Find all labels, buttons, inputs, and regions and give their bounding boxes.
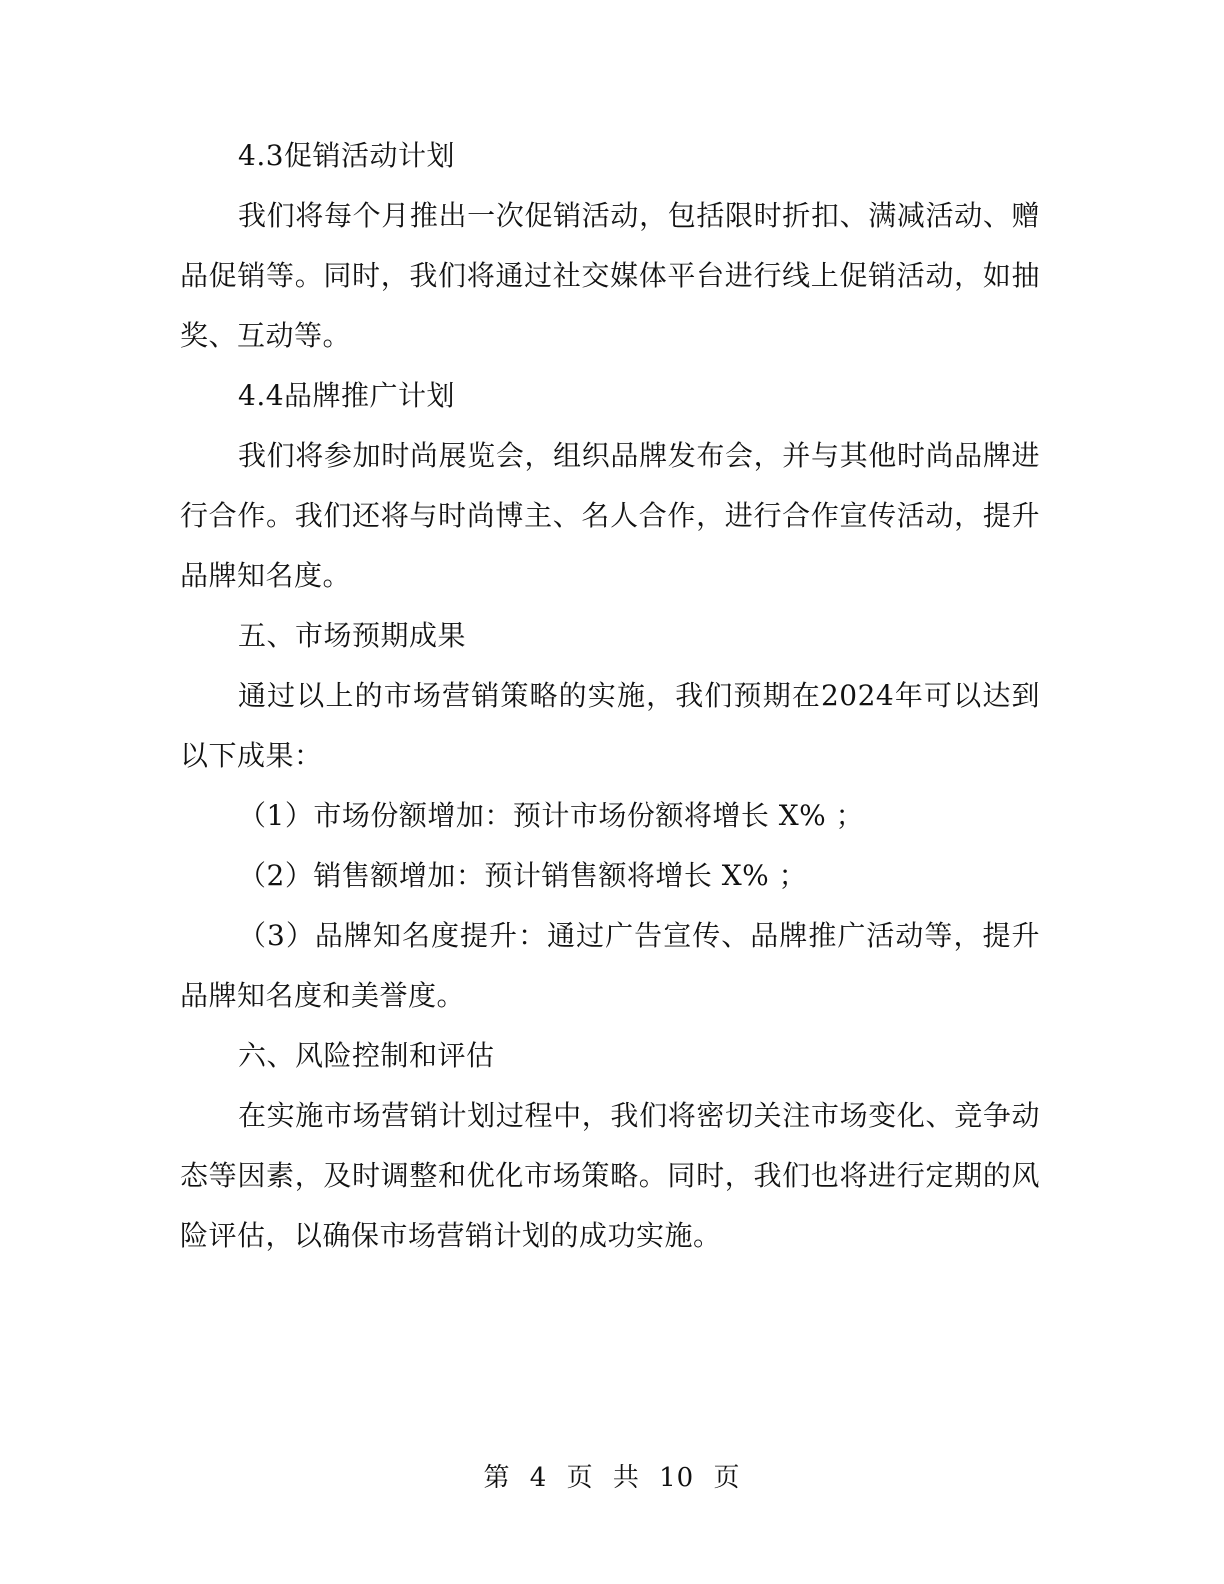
- page-footer: 第 4 页 共 10 页: [483, 1463, 741, 1493]
- paragraph-promotion-plan: 我们将每个月推出一次促销活动，包括限时折扣、满减活动、赠品促销等。同时，我们将通过社交媒体平台进行线上促销活动，如抽奖、互动等。: [180, 199, 1040, 352]
- paragraph-expected-results: 通过以上的市场营销策略的实施，我们预期在2024年可以达到以下成果：: [180, 679, 1040, 772]
- section-heading-4-3: 4.3促销活动计划: [238, 139, 456, 172]
- section-heading-6: 六、风险控制和评估: [238, 1039, 495, 1072]
- paragraph-brand-promotion: 我们将参加时尚展览会，组织品牌发布会，并与其他时尚品牌进行合作。我们还将与时尚博主、名人合作，进行合作宣传活动，提升品牌知名度。: [180, 439, 1040, 592]
- section-heading-4-4: 4.4品牌推广计划: [238, 379, 456, 412]
- list-item-market-share: （1）市场份额增加：预计市场份额将增长 X% ；: [238, 799, 865, 832]
- list-item-sales: （2）销售额增加：预计销售额将增长 X% ；: [238, 859, 808, 892]
- document-body: [180, 126, 1040, 1266]
- list-item-brand-awareness: （3）品牌知名度提升：通过广告宣传、品牌推广活动等，提升品牌知名度和美誉度。: [180, 919, 1040, 1012]
- section-heading-5: 五、市场预期成果: [238, 619, 467, 652]
- paragraph-risk-control: 在实施市场营销计划过程中，我们将密切关注市场变化、竞争动态等因素，及时调整和优化市场策略。同时，我们也将进行定期的风险评估，以确保市场营销计划的成功实施。: [180, 1099, 1040, 1252]
